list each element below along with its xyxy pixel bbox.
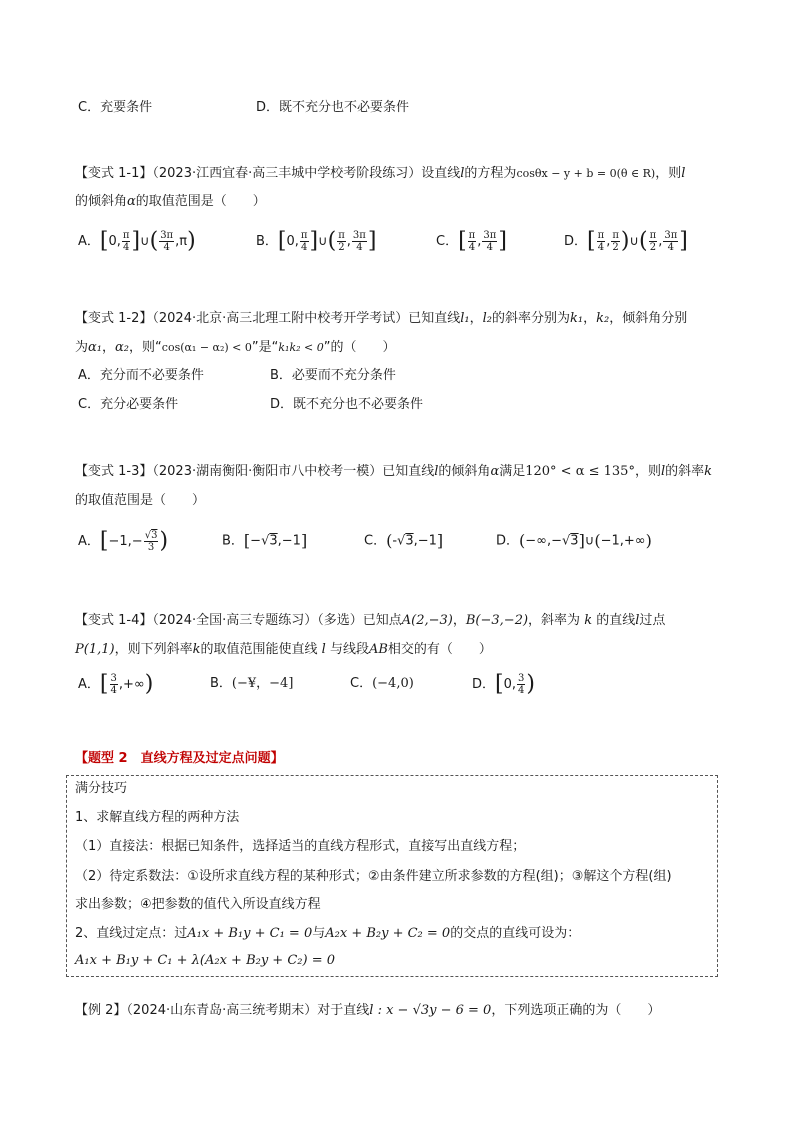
- variant-1-1-option-c: C．[ $\frac{\pi}{4}$ , $\frac{3\pi}{4}$ ]: [436, 228, 507, 254]
- tips-equation: A₁x + B₁y + C₁ + λ(A₂x + B₂y + C₂) = 0: [75, 953, 335, 968]
- variant-1-3-line1: 【变式 1-3】（2023·湖南衡阳·衡阳市八中校考一模）已知直线l的倾斜角α满足120° < α ≤ 135°，则l的斜率k: [75, 464, 713, 479]
- variant-1-4-option-b: B．(−¥，−4]: [210, 676, 294, 691]
- tips-line-4: 求出参数；④把参数的值代入所设直线方程: [75, 897, 321, 912]
- option-c-prev: C．充要条件: [78, 100, 153, 115]
- tips-line-1: 1、求解直线方程的两种方法: [75, 810, 240, 825]
- variant-1-1-line1: 【变式 1-1】（2023·江西宜春·高三丰城中学校考阶段练习）设直线l的方程为cosθx − y + b = 0(θ ∈ R)，则l: [75, 166, 686, 181]
- variant-1-2-option-c: C．充分必要条件: [78, 397, 179, 412]
- variant-1-4-option-a: A．[ $\frac{3}{4}$ ,+∞): [78, 671, 154, 697]
- section-title: 【题型 2 直线方程及过定点问题】: [75, 751, 284, 766]
- tips-line-5: 2、直线过定点：过A₁x + B₁y + C₁ = 0与A₂x + B₂y + C₂ = 0的交点的直线可设为：: [75, 926, 581, 941]
- variant-1-1-option-a: A．[0, $\frac{\pi}{4}$ ]∪( $\frac{3\pi}{4}$ ,π): [78, 228, 196, 254]
- tips-line-2: （1）直接法：根据已知条件，选择适当的直线方程形式，直接写出直线方程；: [75, 839, 526, 854]
- variant-1-3-line2: 的取值范围是（ ）: [75, 493, 206, 508]
- variant-1-4-line1: 【变式 1-4】（2024·全国·高三专题练习）（多选）已知点A(2,−3)，B(−3,−2)，斜率为 k 的直线l过点: [75, 613, 666, 628]
- option-d-prev: D．既不充分也不必要条件: [256, 100, 410, 115]
- variant-1-3-option-d: D．(−∞,−√3]∪(−1,+∞): [496, 531, 652, 550]
- example-2-line1: 【例 2】（2024·山东青岛·高三统考期末）对于直线l : x − √3y − 6 = 0，下列选项正确的为（ ）: [75, 1003, 661, 1018]
- tips-title: 满分技巧: [75, 781, 128, 796]
- variant-1-3-option-b: B．[−√3,−1]: [222, 531, 308, 550]
- variant-1-1-line2: 的倾斜角α的取值范围是（ ）: [75, 194, 266, 209]
- variant-1-4-option-d: D．[0, $\frac{3}{4}$ ): [472, 671, 535, 697]
- tips-box: [66, 775, 718, 977]
- variant-1-2-line2: 为α₁，α₂，则“cos(α₁ − α₂) < 0”是“k₁k₂ < 0”的（ ）: [75, 340, 396, 355]
- variant-1-3-option-c: C．(-√3,−1]: [364, 531, 444, 550]
- variant-1-1-option-d: D．[ $\frac{\pi}{4}$ , $\frac{\pi}{2}$ )∪( $\frac{\pi}{2}$ , $\frac{3\pi}{4}$ ]: [564, 228, 688, 254]
- variant-1-2-line1: 【变式 1-2】（2024·北京·高三北理工附中校考开学考试）已知直线l₁，l₂的斜率分别为k₁，k₂，倾斜角分别: [75, 311, 688, 326]
- variant-1-4-line2: P(1,1)，则下列斜率k的取值范围能使直线 l 与线段AB相交的有（ ）: [75, 642, 492, 657]
- variant-1-2-option-b: B．必要而不充分条件: [270, 368, 396, 383]
- variant-1-2-option-a: A．充分而不必要条件: [78, 368, 204, 383]
- variant-1-1-option-b: B．[0, $\frac{\pi}{4}$ ]∪( $\frac{\pi}{2}$ , $\frac{3\pi}{4}$ ]: [256, 228, 377, 254]
- variant-1-3-option-a: A．[−1,− $\frac{√3}{3}$ ): [78, 528, 169, 554]
- tips-line-3: （2）待定系数法：①设所求直线方程的某种形式；②由条件建立所求参数的方程(组)；③解这个方程(组): [75, 869, 672, 884]
- variant-1-2-option-d: D．既不充分也不必要条件: [270, 397, 424, 412]
- variant-1-4-option-c: C．(−4,0): [350, 676, 414, 691]
